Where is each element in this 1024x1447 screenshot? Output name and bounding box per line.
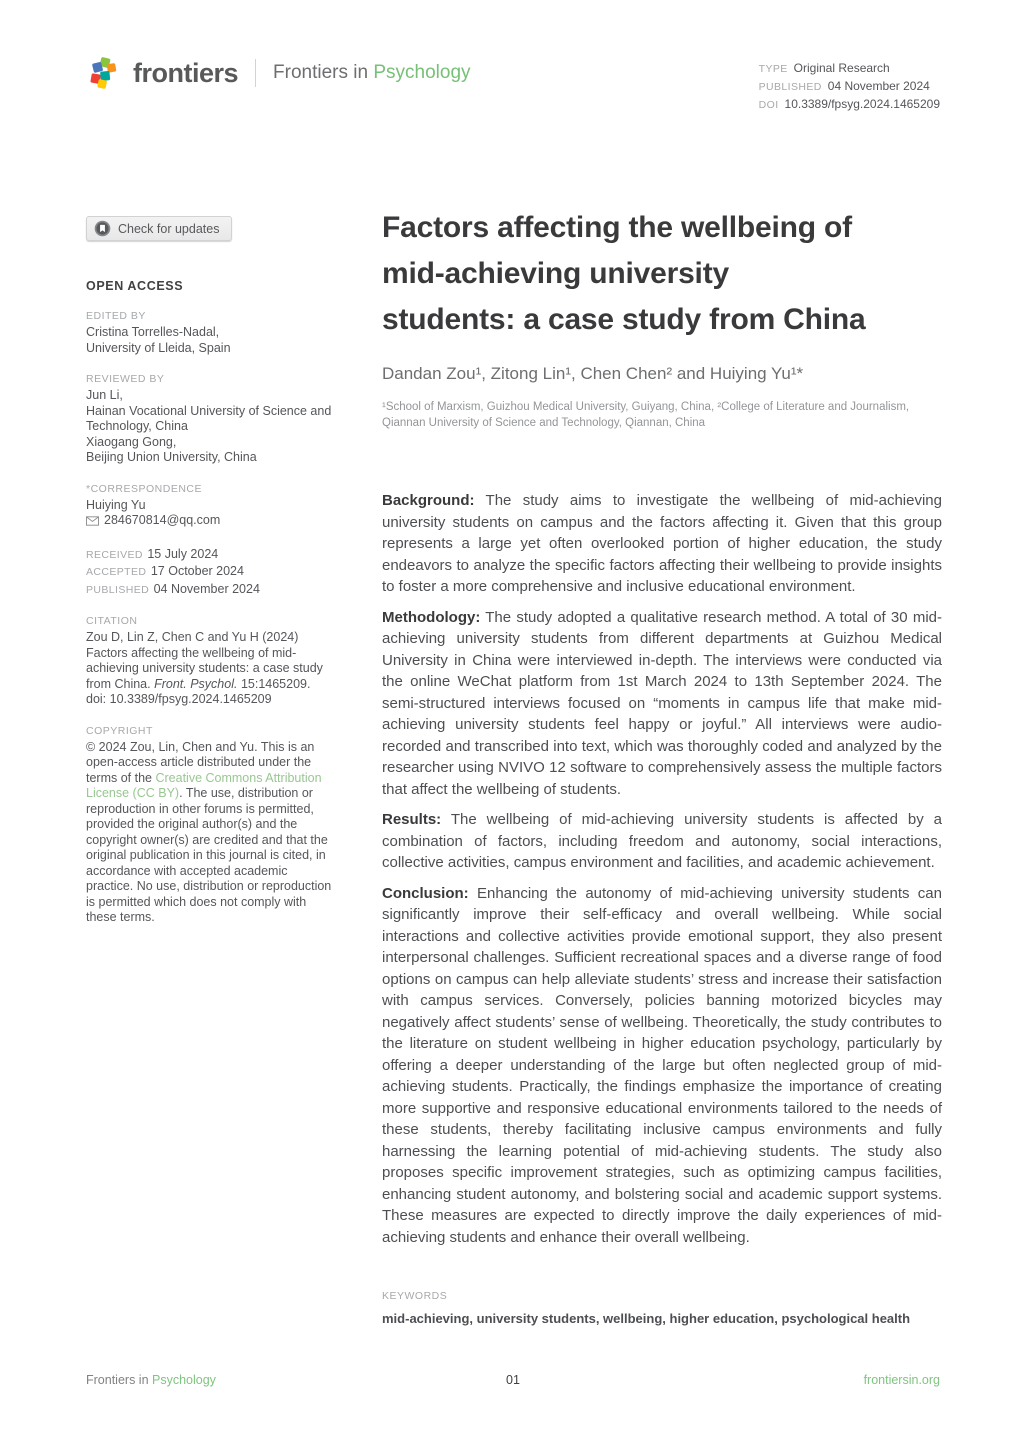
copyright-section [86, 725, 336, 926]
copyright-pre: © 2024 Zou, Lin, Chen and Yu. This is an open-access article distributed under the terms of the [86, 739, 315, 785]
keywords-label: KEYWORDS [382, 1290, 448, 1302]
citation-volume: 15:1465209. [237, 676, 311, 691]
article-meta [759, 56, 940, 114]
meta-type-row [759, 60, 940, 78]
reviewer-name: Jun Li, [86, 388, 123, 402]
dates-section [86, 546, 336, 599]
background-label: Background: [382, 492, 475, 509]
reviewer-affiliation: Beijing Union University, China [86, 450, 257, 464]
citation-section [86, 615, 336, 708]
citation-label: CITATION [86, 615, 138, 627]
methodology-label: Methodology: [382, 608, 481, 626]
check-for-updates-button[interactable] [86, 216, 232, 241]
copyright-post: . The use, distribution or reproduction in other forums is permitted, provided the original author(s) and the copyright owner(s) are credited and that the original publication in this journal is cited, in accordance with accepted academic practice. No use, distribution or reproduction is permitted which does not comply with these terms. [86, 786, 332, 924]
edited-by-label: EDITED BY [86, 310, 146, 322]
journal-name: Psychology [373, 62, 471, 83]
reviewed-by-label: REVIEWED BY [86, 373, 165, 385]
keywords-section [382, 1290, 942, 1326]
title-line-1: Factors affecting the wellbeing of [382, 211, 852, 244]
received-label: RECEIVED [86, 548, 143, 561]
affiliations: ¹School of Marxism, Guizhou Medical University, Guiyang, China, ²College of Literature and Journalism, Qiannan University of Science and Technology, Qiannan, China [382, 401, 910, 429]
page-number: 01 [506, 1373, 520, 1387]
citation-doi: doi: 10.3389/fpsyg.2024.1465209 [86, 692, 272, 706]
meta-published-row [759, 78, 940, 96]
accepted-value: 17 October 2024 [150, 564, 244, 578]
frontiersin-org-link[interactable]: frontiersin.org [863, 1373, 940, 1387]
title-line-2: mid-achieving university [382, 257, 729, 290]
copyright-label: COPYRIGHT [86, 724, 153, 737]
check-for-updates-label: Check for updates [118, 221, 220, 236]
journal-prefix: Frontiers in [273, 62, 369, 83]
citation-journal: Front. Psychol. [154, 676, 238, 691]
published-row [86, 581, 336, 599]
correspondence-section [86, 483, 336, 529]
abstract [382, 490, 942, 1248]
correspondence-email-link[interactable]: 284670814@qq.com [104, 513, 221, 527]
received-row [86, 546, 336, 564]
footer-journal-name: Psychology [152, 1373, 216, 1387]
edited-by-name: Cristina Torrelles-Nadal, [86, 325, 220, 339]
received-value: 15 July 2024 [147, 546, 219, 561]
footer-journal-prefix: Frontiers in [86, 1373, 152, 1387]
correspondence-name: Huiying Yu [86, 497, 146, 512]
meta-type-label: TYPE [758, 63, 788, 75]
edited-by-section [86, 310, 336, 356]
title-line-3: students: a case study from China [382, 303, 866, 336]
abstract-background [382, 490, 942, 598]
published-label: PUBLISHED [86, 583, 150, 596]
brand-divider [255, 59, 256, 87]
journal-title [273, 62, 470, 84]
abstract-conclusion [382, 883, 942, 1249]
meta-doi-row [759, 96, 940, 114]
article-title [382, 205, 942, 343]
results-label: Results: [382, 811, 442, 828]
meta-type-value: Original Research [793, 61, 890, 75]
author-list: Dandan Zou¹, Zitong Lin¹, Chen Chen² and Huiying Yu¹* [382, 364, 804, 383]
abstract-methodology [382, 607, 942, 801]
reviewed-by-section [86, 373, 336, 466]
sidebar [86, 216, 336, 926]
background-text: The study aims to investigate the wellbeing of mid-achieving university students on campus and the factors affecting it. Given that this group represents a large yet often overlooked portion of higher education, the study endeavors to analyze the specific factors affecting their wellbeing to provide insights to foster a more comprehensive and inclusive educational environment. [382, 492, 942, 595]
methodology-text: The study adopted a qualitative research method. A total of 30 mid-achieving university students from different departments at Guizhou Medical University in China were interviewed in-depth. The interviews were conducted via the online WeChat platform from 1st March 2024 to 13th September 2024. The semi-structured interviews focused on “moments in campus life that make mid-achieving university students feel happy or joyful.” All interviews were audio-recorded and transcribed into text, which was thoroughly coded and analyzed by the researcher using NVIVO 12 software to comprehensively assess the multiple factors that affect the wellbeing of students. [382, 608, 942, 798]
accepted-label: ACCEPTED [86, 566, 147, 578]
cc-by-license-link[interactable]: Creative Commons Attribution License (CC BY) [86, 770, 322, 800]
citation-text [86, 630, 336, 692]
copyright-text [86, 740, 336, 926]
frontiers-wordmark: frontiers [133, 57, 239, 88]
conclusion-label: Conclusion: [382, 884, 469, 902]
results-text: The wellbeing of mid-achieving university students is affected by a combination of factors, including freedom and autonomy, social interactions, collective activities, campus environment and facilities, and academic achievement. [382, 811, 942, 871]
frontiers-logo-icon [86, 56, 120, 90]
published-value: 04 November 2024 [153, 581, 260, 596]
reviewer-name: Xiaogang Gong, [86, 434, 177, 449]
main-column [382, 205, 942, 1326]
abstract-results [382, 809, 942, 874]
accepted-row [86, 563, 336, 581]
correspondence-email-row [86, 513, 336, 529]
meta-published-label: PUBLISHED [758, 81, 822, 93]
crossmark-icon [94, 220, 111, 237]
meta-doi-label: DOI [758, 99, 779, 111]
open-access-badge: OPEN ACCESS [86, 279, 184, 293]
page-header [86, 56, 940, 114]
reviewer-affiliation: Hainan Vocational University of Science and [86, 403, 332, 418]
citation-body: Zou D, Lin Z, Chen C and Yu H (2024) Factors affecting the wellbeing of mid-achieving university students: a case study from China. [86, 630, 323, 691]
correspondence-label: *CORRESPONDENCE [86, 482, 203, 495]
edited-by-affiliation: University of Lleida, Spain [86, 340, 231, 355]
frontiers-brand [86, 56, 471, 90]
conclusion-text: Enhancing the autonomy of mid-achieving university students can significantly improve their self-efficacy and overall wellbeing. While social interactions and collective activities provide emotional support, they also present interpersonal challenges. Sufficient recreational spaces and a diverse range of food options on campus can help alleviate students’ stress and increase their satisfaction with campus services. Conversely, policies banning motorized bicycles may negatively affect students’ sense of wellbeing. Theoretically, the study contributes to the literature on student wellbeing in higher education psychology, particularly by offering a deeper understanding of the large but often neglected group of mid-achieving students. Practically, the findings emphasize the importance of creating more supportive and responsive educational environments tailored to the needs of these students, thereby facilitating inclusive campus environments and fully harnessing the learning potential of mid-achieving students. The study also proposes specific improvement strategies, such as optimizing campus facilities, enhancing student autonomy, and bolstering social and academic support systems. These measures are expected to directly improve the daily experiences of mid-achieving students and enhance their overall wellbeing. [382, 884, 942, 1246]
meta-published-value: 04 November 2024 [827, 79, 930, 93]
envelope-icon [86, 516, 99, 526]
keywords-text: mid-achieving, university students, wellbeing, higher education, psychological health [382, 1311, 911, 1326]
reviewer-affiliation: Technology, China [86, 419, 188, 433]
meta-doi-value: 10.3389/fpsyg.2024.1465209 [784, 97, 940, 111]
page-footer [86, 1373, 940, 1387]
